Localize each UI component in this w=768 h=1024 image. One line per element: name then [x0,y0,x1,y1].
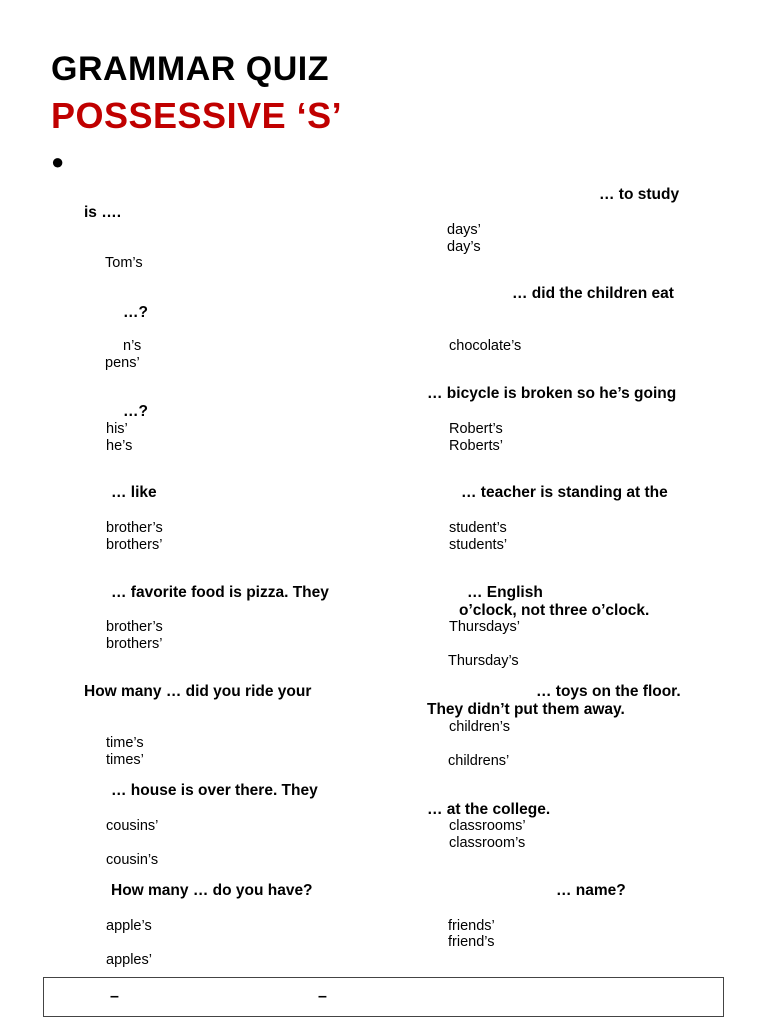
quiz-subtitle: POSSESSIVE ‘S’ [51,95,343,136]
right-q8-option-2[interactable]: friend’s [448,934,495,950]
left-q7-text: … house is over there. They [111,782,318,799]
right-q3-text: … bicycle is broken so he’s going [427,385,677,402]
right-q2-option-1[interactable]: chocolate’s [449,338,522,354]
left-q2-text: …? [123,304,148,321]
right-q3-option-1[interactable]: Robert’s [449,421,503,437]
bullet-marker: ● [51,149,65,174]
right-q7-option-1[interactable]: classrooms’ [449,818,526,834]
right-q1-option-2[interactable]: day’s [447,239,481,255]
left-q1-option-1[interactable]: Tom’s [105,255,143,271]
right-q2-text: … did the children eat [512,285,674,302]
left-q7-option-2[interactable]: cousin’s [106,852,159,868]
left-q6-text: How many … did you ride your [84,683,312,700]
right-q6-option-1[interactable]: children’s [449,719,510,735]
left-q5-option-1[interactable]: brother’s [106,619,163,635]
right-q4-option-1[interactable]: student’s [449,520,507,536]
left-q8-option-1[interactable]: apple’s [106,918,152,934]
right-q4-option-2[interactable]: students’ [449,537,508,553]
right-q3-option-2[interactable]: Roberts’ [449,438,503,454]
right-q5-text-line-1: … English [467,584,543,601]
left-q5-option-2[interactable]: brothers’ [106,636,163,652]
right-q8-option-1[interactable]: friends’ [448,918,495,934]
left-q2-option-2[interactable]: pens’ [105,355,140,371]
quiz-title: GRAMMAR QUIZ [51,50,329,88]
left-q8-text: How many … do you have? [111,882,313,899]
left-q5-text: … favorite food is pizza. They [111,584,329,601]
right-q7-text: … at the college. [427,801,551,818]
left-q8-option-2[interactable]: apples’ [106,952,152,968]
left-q7-option-1[interactable]: cousins’ [106,818,159,834]
right-q5-option-2[interactable]: Thursday’s [448,653,519,669]
right-q1-option-1[interactable]: days’ [447,222,481,238]
footer-dash-1: – [110,988,119,1005]
left-q4-option-1[interactable]: brother’s [106,520,163,536]
footer-dash-2: – [318,988,327,1005]
left-q4-text: … like [111,484,157,501]
right-q6-text-line-1: … toys on the floor. [536,683,681,700]
right-q6-text-line-2: They didn’t put them away. [427,701,625,718]
right-q6-option-2[interactable]: childrens’ [448,753,510,769]
left-q2-option-1[interactable]: n’s [123,338,142,354]
right-q5-text-line-2: o’clock, not three o’clock. [459,602,650,619]
right-q4-text: … teacher is standing at the [461,484,668,501]
left-q3-text: …? [123,403,148,420]
left-q6-option-1[interactable]: time’s [106,735,144,751]
right-q5-option-1[interactable]: Thursdays’ [449,619,520,635]
left-q3-option-1[interactable]: his’ [106,421,128,437]
left-q1-text: is …. [84,204,122,221]
left-q3-option-2[interactable]: he’s [106,438,133,454]
right-q1-text: … to study [599,186,680,203]
right-q8-text: … name? [556,882,626,899]
footer-box [43,977,724,1017]
left-q6-option-2[interactable]: times’ [106,752,144,768]
right-q7-option-2[interactable]: classroom’s [449,835,526,851]
left-q4-option-2[interactable]: brothers’ [106,537,163,553]
